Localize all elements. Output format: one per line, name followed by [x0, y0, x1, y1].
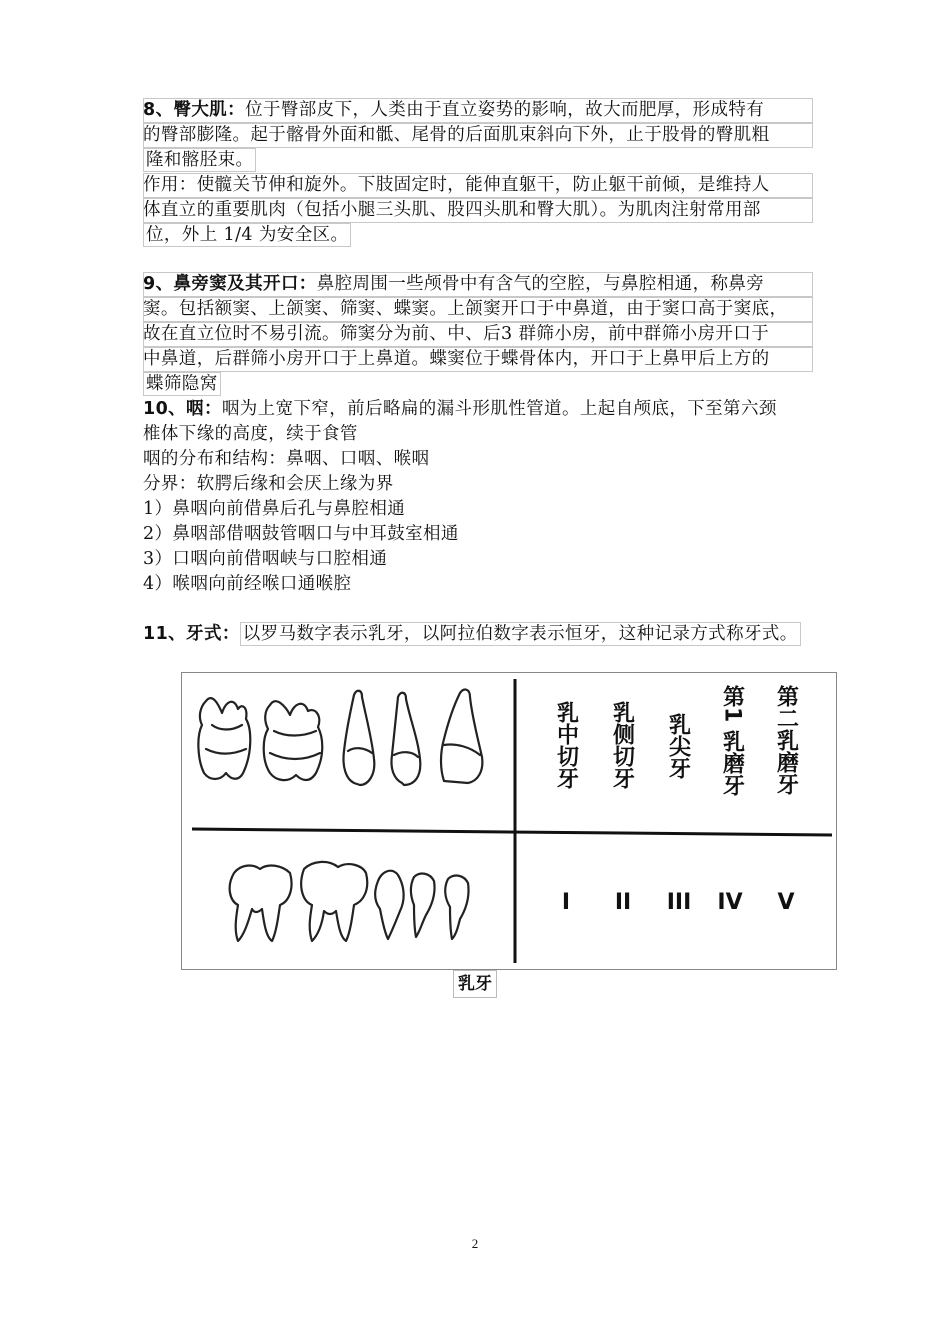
upper-central-incisor-icon — [441, 690, 482, 783]
teeth-illustration — [182, 673, 836, 969]
section-10-line-6: 2）鼻咽部借咽鼓管咽口与中耳鼓室相通 — [143, 524, 459, 544]
section-8-line-5: 体直立的重要肌肉（包括小腿三头肌、股四头肌和臀大肌）。为肌肉注射常用部 — [143, 198, 813, 223]
section-8 — [143, 98, 813, 248]
section-10-line-3: 咽的分布和结构：鼻咽、口咽、喉咽 — [143, 449, 430, 469]
section-9-line-4: 中鼻道，后群筛小房开口于上鼻道。蝶窦位于蝶骨体内，开口于上鼻甲后上方的 — [143, 347, 813, 372]
figure-caption: 乳牙 — [453, 970, 497, 998]
section-8-line-3: 隆和髂胫束。 — [143, 148, 813, 173]
section-11-line-1: 11、牙式： 以罗马数字表示乳牙，以阿拉伯数字表示恒牙，这种记录方式称牙式。 — [143, 622, 813, 647]
section-10-line-7: 3）口咽向前借咽峡与口腔相通 — [143, 549, 388, 569]
section-8-line-2: 的臀部膨隆。起于髂骨外面和骶、尾骨的后面肌束斜向下外，止于股骨的臀肌粗 — [143, 123, 813, 148]
upper-molar-2-icon — [264, 701, 323, 780]
lower-lateral-incisor-icon — [411, 874, 435, 937]
tooth-numerals — [562, 890, 795, 915]
section-10-line-1: 10、咽：咽为上宽下窄，前后略扁的漏斗形肌性管道。上起自颅底，下至第六颈 — [143, 399, 777, 419]
tooth-name-3: 乳尖牙 — [665, 713, 691, 779]
section-10-line-2: 椎体下缘的高度，续于食管 — [143, 424, 358, 444]
section-8-line-1: 8、臀大肌：位于臀部皮下，人类由于直立姿势的影响，故大而肥厚，形成特有 — [143, 98, 813, 123]
upper-canine-icon — [343, 691, 374, 785]
section-10-line-5: 1）鼻咽向前借鼻后孔与鼻腔相通 — [143, 499, 406, 519]
upper-molar-1-icon — [198, 698, 250, 779]
section-10-line-8: 4）喉咽向前经喉口通喉腔 — [143, 574, 352, 594]
section-10-line-4: 分界：软腭后缘和会厌上缘为界 — [143, 474, 394, 494]
lower-central-incisor-icon — [445, 876, 468, 939]
lower-canine-icon — [375, 871, 403, 939]
numeral-3: III — [666, 890, 692, 915]
tooth-name-4: 第1 乳磨牙 — [719, 685, 745, 796]
section-9 — [143, 272, 813, 397]
section-9-title: 9、鼻旁窦及其开口： — [143, 274, 317, 294]
numeral-1: I — [561, 890, 571, 915]
section-10-title: 10、咽： — [143, 399, 222, 419]
lower-teeth — [230, 862, 469, 941]
lower-molar-2-icon — [301, 862, 367, 941]
section-9-line-2: 窦。包括额窦、上颌窦、筛窦、蝶窦。上颌窦开口于中鼻道，由于窦口高于窦底， — [143, 297, 813, 322]
numeral-4: IV — [717, 890, 743, 915]
tooth-name-2: 乳侧切牙 — [609, 701, 635, 789]
section-11-title: 11、牙式： — [143, 624, 240, 644]
page-number: 2 — [471, 1236, 479, 1251]
tooth-name-1: 乳中切牙 — [553, 701, 579, 789]
numeral-2: II — [614, 890, 632, 915]
tooth-name-labels — [554, 684, 799, 797]
section-9-line-3: 故在直立位时不易引流。筛窦分为前、中、后3 群筛小房，前中群筛小房开口于 — [143, 322, 813, 347]
section-8-title: 8、臀大肌： — [143, 100, 246, 120]
lower-molar-1-icon — [230, 866, 292, 941]
tooth-name-5: 第二乳磨牙 — [773, 685, 799, 795]
section-10 — [143, 397, 813, 597]
numeral-5: V — [777, 890, 795, 915]
deciduous-teeth-figure — [181, 672, 837, 970]
section-9-line-5: 蝶筛隐窝 — [143, 372, 813, 397]
upper-teeth — [198, 690, 482, 785]
horizontal-divider — [192, 829, 832, 835]
section-8-line-4: 作用：使髋关节伸和旋外。下肢固定时，能伸直躯干，防止躯干前倾，是维持人 — [143, 173, 813, 198]
section-8-line-6: 位，外上 1/4 为安全区。 — [143, 223, 813, 248]
section-9-line-1: 9、鼻旁窦及其开口：鼻腔周围一些颅骨中有含气的空腔，与鼻腔相通，称鼻旁 — [143, 272, 813, 297]
section-11 — [143, 622, 813, 647]
upper-lateral-incisor-icon — [391, 693, 420, 785]
